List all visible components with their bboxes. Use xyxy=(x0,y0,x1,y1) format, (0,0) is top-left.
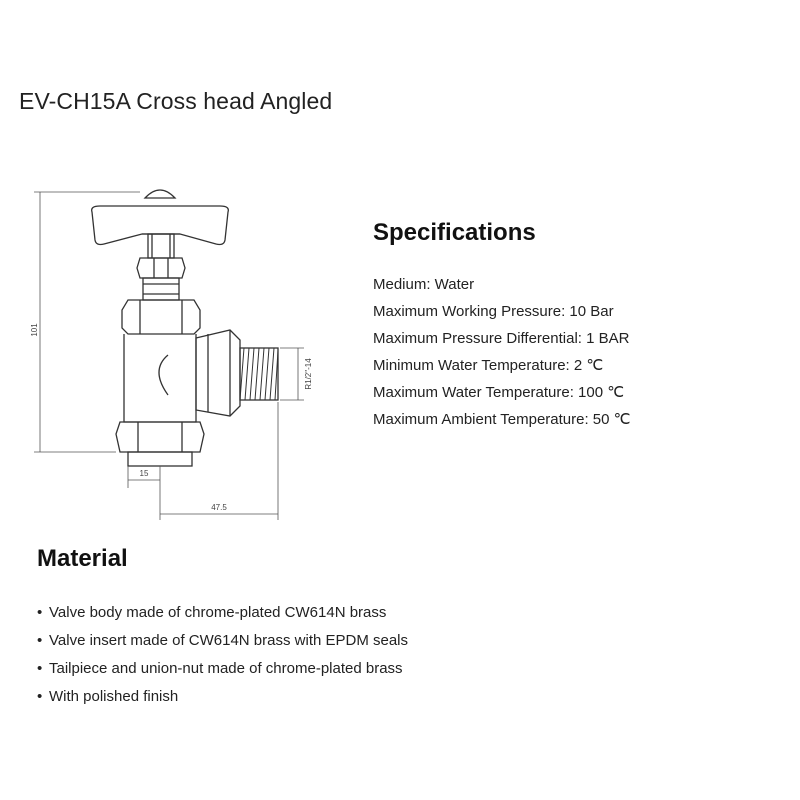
specifications-heading: Specifications xyxy=(373,219,536,246)
material-item-text: Valve insert made of CW614N brass with EPDM seals xyxy=(49,632,409,649)
valve-stem xyxy=(143,278,179,300)
material-item xyxy=(37,660,408,688)
bullet-icon: • xyxy=(37,660,43,677)
stem-nut xyxy=(137,258,185,278)
dimension-thread: R1/2"-14 xyxy=(304,358,313,390)
bottom-nut xyxy=(116,422,204,452)
spec-item: Minimum Water Temperature: 2 ℃ xyxy=(373,357,604,374)
spec-item: Maximum Pressure Differential: 1 BAR xyxy=(373,330,630,347)
valve-cap xyxy=(145,190,175,198)
dimension-total-width: 47.5 xyxy=(211,503,227,512)
bullet-icon: • xyxy=(37,688,43,705)
specifications-list xyxy=(373,276,631,438)
spec-item: Maximum Ambient Temperature: 50 ℃ xyxy=(373,411,631,428)
material-item-text: With polished finish xyxy=(49,688,179,705)
cross-head-handle xyxy=(92,206,229,245)
material-item-text: Valve body made of chrome-plated CW614N brass xyxy=(49,604,387,621)
material-item xyxy=(37,632,408,660)
material-heading: Material xyxy=(37,545,128,572)
material-item xyxy=(37,688,408,716)
valve-technical-drawing xyxy=(30,170,330,530)
page-title: EV-CH15A Cross head Angled xyxy=(19,88,333,114)
bullet-icon: • xyxy=(37,604,43,621)
union-nut xyxy=(196,330,240,416)
material-list xyxy=(37,604,408,716)
spec-item: Medium: Water xyxy=(373,276,475,293)
spec-item: Maximum Water Temperature: 100 ℃ xyxy=(373,384,625,401)
bullet-icon: • xyxy=(37,632,43,649)
bonnet-nut xyxy=(122,300,200,334)
dimension-body-width: 15 xyxy=(139,469,149,478)
spec-item: Maximum Working Pressure: 10 Bar xyxy=(373,303,614,320)
dimension-height: 101 xyxy=(30,323,39,337)
material-item xyxy=(37,604,408,632)
material-item-text: Tailpiece and union-nut made of chrome-plated brass xyxy=(49,660,403,677)
